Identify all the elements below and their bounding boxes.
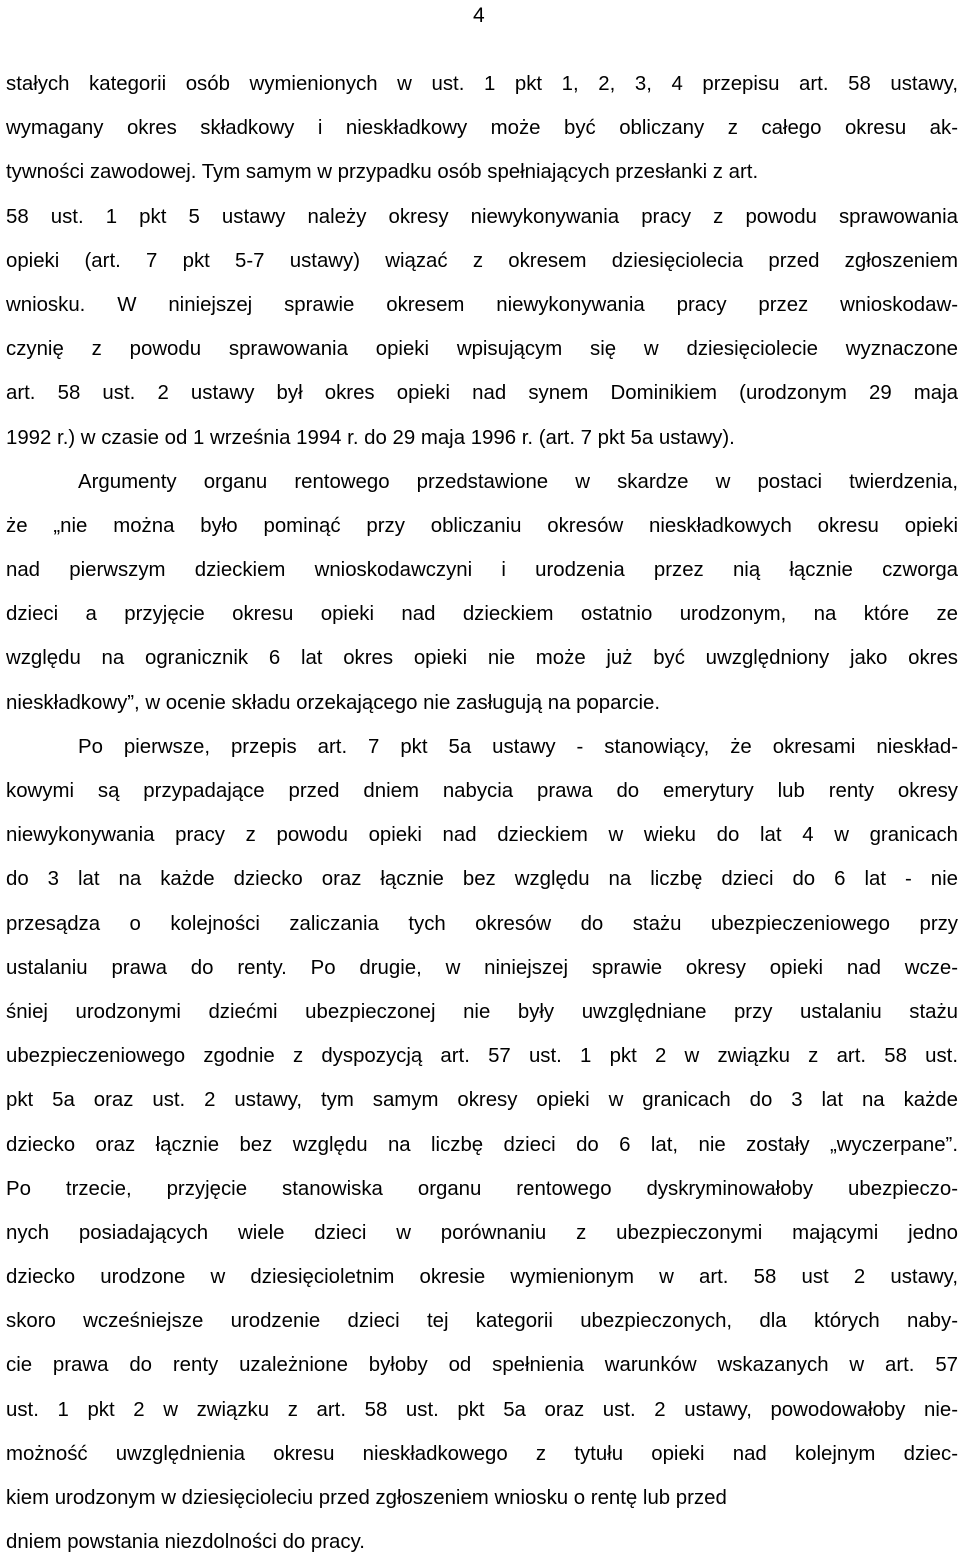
text-line: 58 ust. 1 pkt 5 ustawy należy okresy niewykonywania pracy z powodu sprawowania — [6, 205, 958, 228]
text-line: nych posiadających wiele dzieci w porównaniu z ubezpieczonymi mającymi jedno — [6, 1221, 958, 1244]
text-line: kiem urodzonym w dziesięcioleciu przed zgłoszeniem wniosku o rentę lub przed — [6, 1487, 727, 1509]
text-line: że „nie można było pominąć przy obliczaniu okresów nieskładkowych okresu opieki — [6, 514, 958, 537]
body-text — [6, 62, 958, 1564]
text-line: art. 58 ust. 2 ustawy był okres opieki nad synem Dominikiem (urodzonym 29 maja — [6, 382, 958, 405]
text-line: kowymi są przypadające przed dniem nabycia prawa do emerytury lub renty okresy — [6, 780, 958, 802]
text-line: śniej urodzonymi dziećmi ubezpieczonej nie były uwzględniane przy ustalaniu stażu — [6, 1000, 958, 1023]
text-line: do 3 lat na każde dziecko oraz łącznie bez względu na liczbę dzieci do 6 lat - nie — [6, 868, 958, 891]
text-line: pkt 5a oraz ust. 2 ustawy, tym samym okresy opieki w granicach do 3 lat na każde — [6, 1089, 958, 1112]
text-line: nieskładkowy”, w ocenie składu orzekającego nie zasługują na poparcie. — [6, 691, 661, 714]
text-line: skoro wcześniejsze urodzenie dzieci tej kategorii ubezpieczonych, dla których naby- — [6, 1310, 958, 1333]
text-line: ubezpieczeniowego zgodnie z dyspozycją art. 57 ust. 1 pkt 2 w związku z art. 58 ust. — [6, 1045, 958, 1068]
text-line: ustalaniu prawa do renty. Po drugie, w niniejszej sprawie okresy opieki nad wcze- — [6, 956, 958, 979]
text-line: 1992 r.) w czasie od 1 września 1994 r. do 29 maja 1996 r. (art. 7 pkt 5a ustawy). — [6, 426, 735, 449]
text-line: Argumenty organu rentowego przedstawione w skardze w postaci twierdzenia, — [78, 470, 958, 493]
text-line: dziecko urodzone w dziesięcioletnim okresie wymienionym w art. 58 ust 2 ustawy, — [6, 1266, 958, 1289]
text-line: względu na ogranicznik 6 lat okres opieki nie może już być uwzględniony jako okres — [6, 647, 958, 670]
text-line: wymagany okres składkowy i nieskładkowy może być obliczany z całego okresu ak- — [6, 117, 958, 140]
text-line: dniem powstania niezdolności do pracy. — [6, 1531, 365, 1554]
page-number: 4 — [473, 4, 485, 27]
text-line: Po trzecie, przyjęcie stanowiska organu rentowego dyskryminowałoby ubezpieczo- — [6, 1177, 958, 1200]
text-line: stałych kategorii osób wymienionych w ust. 1 pkt 1, 2, 3, 4 przepisu art. 58 ustawy, — [6, 73, 958, 95]
text-line: opieki (art. 7 pkt 5-7 ustawy) wiązać z okresem dziesięciolecia przed zgłoszeniem — [6, 249, 958, 272]
text-line: wniosku. W niniejszej sprawie okresem niewykonywania pracy przez wnioskodaw- — [6, 293, 958, 316]
text-line: dziecko oraz łącznie bez względu na liczbę dzieci do 6 lat, nie zostały „wyczerpane”. — [6, 1133, 958, 1156]
text-line: Po pierwsze, przepis art. 7 pkt 5a ustawy - stanowiący, że okresami nieskład- — [78, 735, 958, 758]
text-line: tywności zawodowej. Tym samym w przypadku osób spełniających przesłanki z art. — [6, 161, 759, 184]
text-line: dzieci a przyjęcie okresu opieki nad dzieckiem ostatnio urodzonym, na które ze — [6, 603, 958, 626]
text-line: czynię z powodu sprawowania opieki wpisującym się w dziesięciolecie wyznaczone — [6, 338, 958, 361]
text-line: cie prawa do renty uzależnione byłoby od spełnienia warunków wskazanych w art. 57 — [6, 1354, 958, 1377]
text-line: niewykonywania pracy z powodu opieki nad dzieckiem w wieku do lat 4 w granicach — [6, 824, 958, 847]
text-line: nad pierwszym dzieckiem wnioskodawczyni i urodzenia przez nią łącznie czworga — [6, 559, 958, 582]
text-line: ust. 1 pkt 2 w związku z art. 58 ust. pkt 5a oraz ust. 2 ustawy, powodowałoby nie- — [6, 1398, 958, 1421]
text-line: przesądza o kolejności zaliczania tych okresów do stażu ubezpieczeniowego przy — [6, 912, 958, 935]
text-line: możność uwzględnienia okresu nieskładkowego z tytułu opieki nad kolejnym dziec- — [6, 1442, 958, 1465]
